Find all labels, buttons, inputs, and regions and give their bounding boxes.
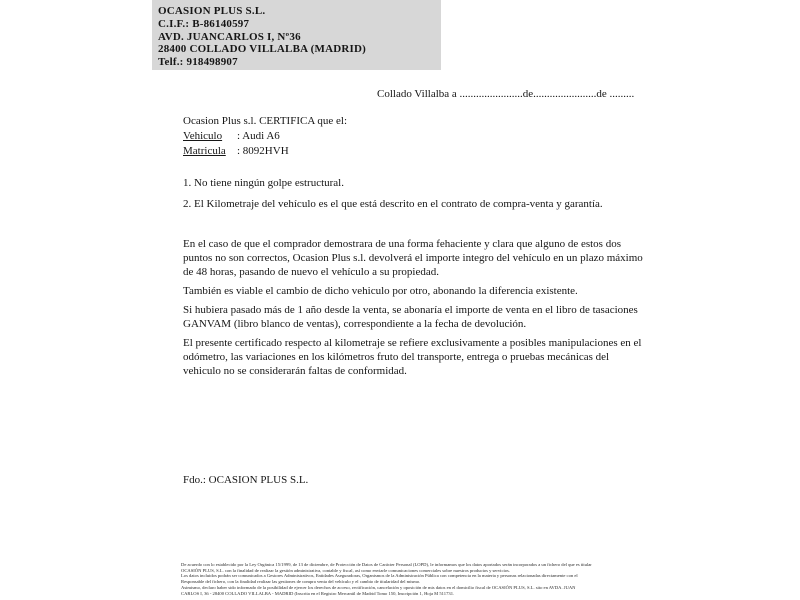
signature-line: Fdo.: OCASION PLUS S.L.	[183, 474, 309, 486]
vehicle-value: : Audi A6	[237, 130, 280, 142]
certification-block	[183, 114, 347, 159]
company-address: AVD. JUANCARLOS I, Nº36	[158, 30, 301, 43]
legal-fine-print	[181, 562, 615, 596]
vehicle-row	[183, 129, 347, 144]
legal-line: Responsable del fichero, con la finalidad realizar las gestiones de compra venta del vehículo y el cambio de titularidad del mismo.	[181, 579, 421, 585]
vehicle-label: Vehiculo	[183, 130, 223, 142]
legal-line: Los datos incluidos podrán ser comunicados a Gestores Administrativos, Entidades Aseguradoras, Organismos de la Administración Pública con competencia en la materia y personas relacionadas directamente con el	[181, 573, 578, 579]
paragraph-odometer: El presente certificado respecto al kilometraje se refiere exclusivamente a posibles manipulaciones en el odómetro, las variaciones en los kilómetros fruto del transporte, entrega o pruebas mecánicas del vehiculo no se considerarán faltas de conformidad.	[183, 337, 642, 377]
company-city: 28400 COLLADO VILLALBA (MADRID)	[158, 43, 366, 56]
certified-point-1: 1. No tiene ningún golpe estructural.	[183, 177, 344, 189]
legal-line: OCASIÓN PLUS, S.L. con la finalidad de realizar la gestión administrativa, contable y fiscal, así como enviarle comunicaciones comerciales sobre nuestros productos y servicios.	[181, 567, 510, 573]
company-cif: C.I.F.: B-86140597	[158, 17, 250, 30]
paragraph-refund: En el caso de que el comprador demostrara de una forma fehaciente y clara que alguno de estos dos puntos no son correctos, Ocasion Plus s.l. devolverá el importe integro del vehículo en un plazo máximo de 48 horas, pasando de nuevo el vehículo a su propiedad.	[183, 238, 643, 278]
legal-line: CARLOS I, 36 - 28400 COLLADO VILLALBA - MADRID (Inscrita en el Registro Mercantil de Madrid Tomo 150, Inscripción 1, Hoja M 511731.	[181, 590, 455, 596]
plate-label: Matricula	[183, 145, 226, 157]
company-name: OCASION PLUS S.L.	[158, 5, 266, 17]
paragraph-ganvam: Si hubiera pasado más de 1 año desde la venta, se abonaría el importe de venta en el libro de tasaciones GANVAM (libro blanco de ventas), correspondiente a la fecha de devolución.	[183, 304, 638, 330]
plate-row	[183, 144, 347, 159]
certified-point-2: 2. El Kilometraje del vehículo es el que está descrito en el contrato de compra-venta y garantía.	[183, 198, 603, 210]
certify-intro: Ocasion Plus s.l. CERTIFICA que el:	[183, 115, 348, 127]
company-phone: Telf.: 918498907	[158, 56, 238, 69]
plate-value: : 8092HVH	[237, 145, 289, 157]
paragraph-exchange: También es viable el cambio de dicho vehiculo por otro, abonando la diferencia existente.	[183, 285, 578, 297]
date-fill-in-line: Collado Villalba a .......................de.......................de .........	[377, 88, 635, 100]
legal-line: Asimismo, declaro haber sido informado de la posibilidad de ejercer los derechos de acceso, rectificación, cancelación y oposición de mis datos en el domicilio fiscal de OCASIÓN PLUS, S.L. sito en AVDA. JUAN	[181, 584, 576, 590]
terms-paragraphs	[183, 237, 643, 383]
company-letterhead	[152, 0, 441, 70]
legal-line: De acuerdo con lo establecido por la Ley Orgánica 15/1999, de 13 de diciembre, de Protección de Datos de Carácter Personal (LOPD), le informamos que los datos aportados serán incorporados a un fichero del que es titular	[181, 562, 592, 567]
